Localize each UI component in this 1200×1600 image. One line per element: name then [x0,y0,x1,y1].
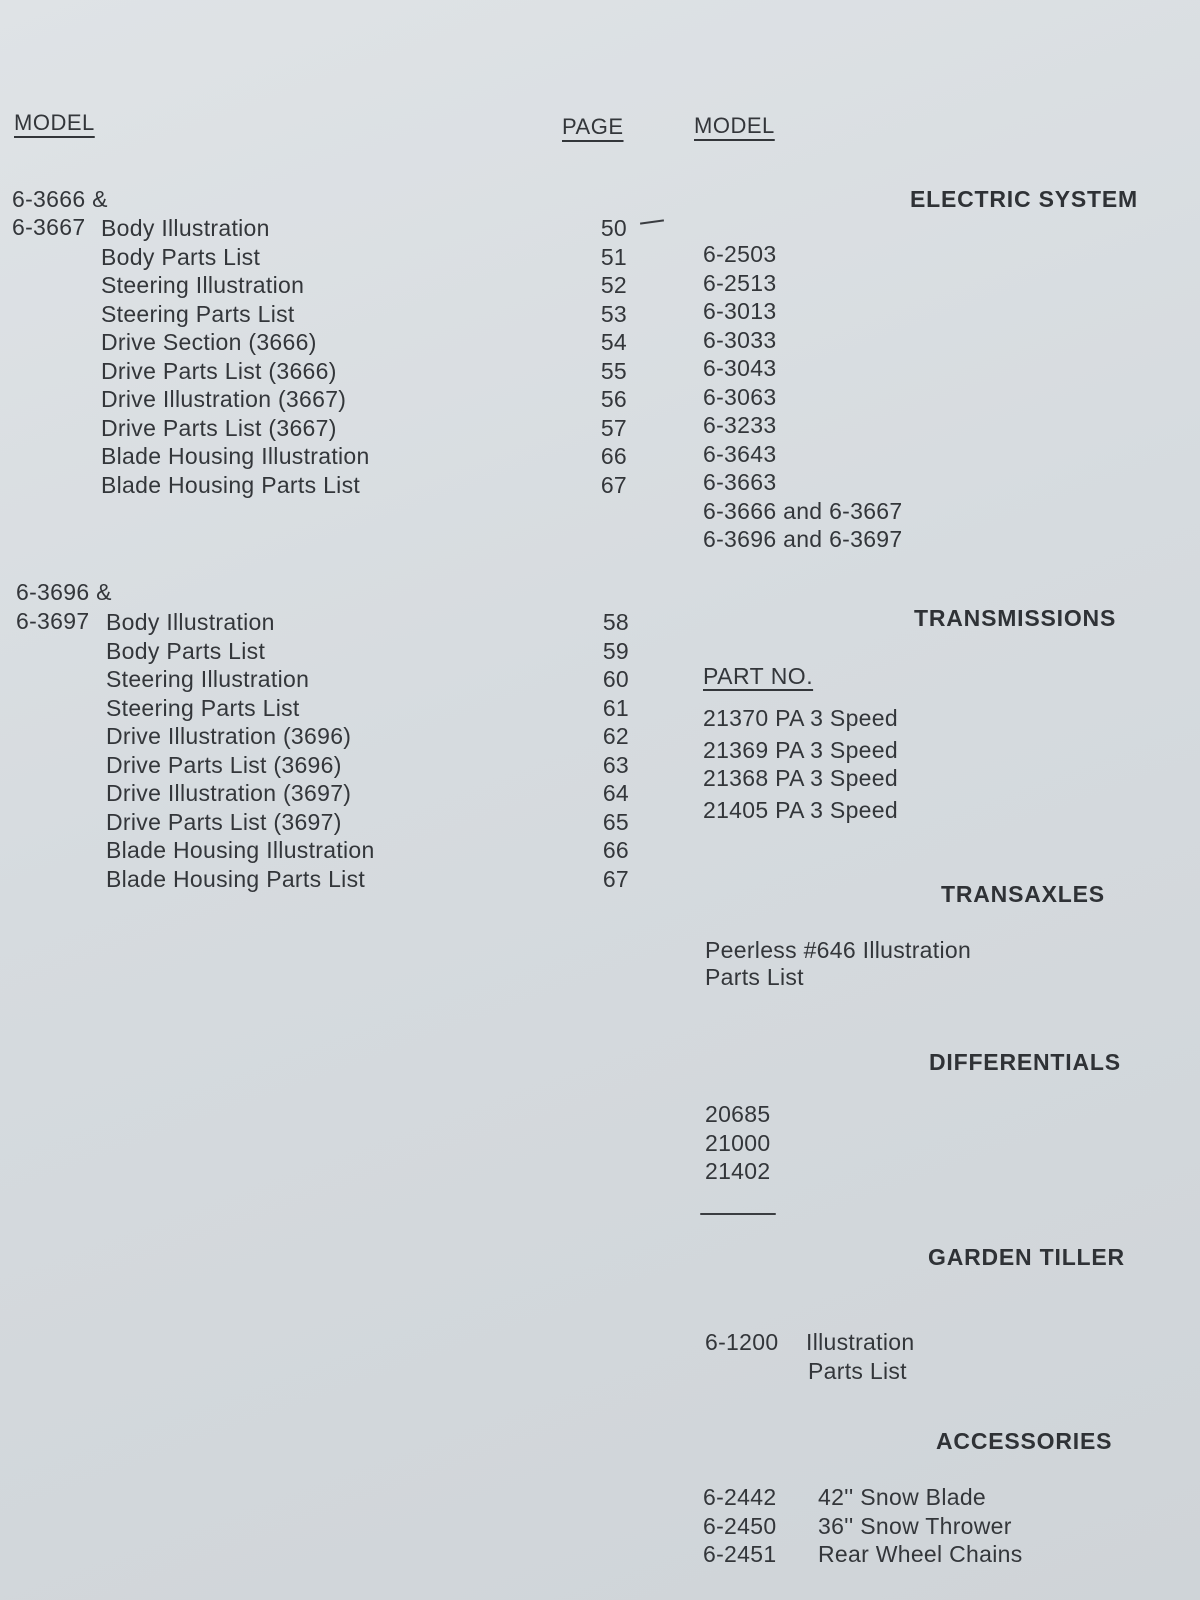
list-item: 6-2442 [703,1484,777,1510]
page-number: 66 [600,443,627,469]
list-item: Blade Housing Parts List [106,865,366,892]
list-item: 21368 PA 3 Speed [703,765,898,791]
list-item: 6-3643 [703,440,777,467]
page-number: 58 [602,609,629,635]
list-item: Drive Parts List (3697) [106,808,342,835]
page-number: 66 [602,837,629,863]
page-number: 65 [602,808,629,835]
page-number: 67 [602,865,629,892]
list-item: Body Parts List [101,243,261,270]
list-item: Steering Parts List [106,694,300,721]
list-item: 6-3663 [703,469,777,495]
list-item: Drive Section (3666) [101,329,317,355]
list-item: 42'' Snow Blade [818,1484,987,1510]
list-item: 36'' Snow Thrower [818,1512,1012,1539]
garden-tiller-model: 6-1200 [705,1329,779,1355]
transaxles-title: TRANSAXLES [941,881,1105,907]
page-number: 52 [600,272,627,298]
group1-items [101,215,370,500]
list-item: 21370 PA 3 Speed [703,705,898,731]
group1-model-b: 6-3667 [12,214,86,240]
page-number: 61 [602,694,629,721]
list-item: 6-3013 [703,298,777,324]
list-item: 20685 [705,1101,771,1127]
group2-pages [585,609,629,894]
accessories-models [703,1484,776,1570]
list-item: 6-2451 [703,1541,777,1567]
page-number: 67 [600,471,627,498]
list-item: 6-2450 [703,1512,777,1539]
group2-model-b: 6-3697 [16,608,90,634]
page-number: 57 [600,414,627,441]
list-item: Steering Illustration [101,272,305,298]
list-item: Drive Parts List (3666) [101,357,337,384]
page-number: 55 [600,357,627,384]
list-item: 6-3666 and 6-3667 [703,497,903,524]
list-item: 6-3043 [703,355,777,381]
list-item: Blade Housing Illustration [106,837,375,863]
page-number: 50 [600,215,627,241]
list-item: Body Illustration [101,215,270,241]
electric-system-models [703,241,903,555]
list-item: 21369 PA 3 Speed [703,737,898,763]
group2-items [106,609,375,894]
left-model-header: MODEL [14,110,95,135]
garden-tiller-title: GARDEN TILLER [928,1244,1125,1270]
list-item: 21405 PA 3 Speed [703,797,898,823]
page-number: 63 [602,751,629,778]
list-item: Drive Illustration (3696) [106,723,352,749]
list-item: Rear Wheel Chains [818,1541,1023,1567]
list-item: Blade Housing Illustration [101,443,370,469]
group1-model-a: 6-3666 & [12,186,108,212]
page-number: 64 [602,780,629,806]
list-item: Body Illustration [106,609,275,635]
list-item: Steering Illustration [106,666,310,692]
electric-system-title: ELECTRIC SYSTEM [910,186,1138,212]
garden-tiller-line-1: Illustration [806,1329,915,1355]
accessories-title: ACCESSORIES [936,1428,1113,1454]
group1-pages [583,215,627,500]
pen-underline [700,1213,776,1215]
group2-model-a: 6-3696 & [16,579,112,605]
transaxles-line-1: Peerless #646 Illustration [705,937,972,963]
transaxles-line-2: Parts List [705,964,804,990]
list-item: 6-3033 [703,326,777,353]
pen-mark [640,219,664,224]
list-item: Drive Parts List (3667) [101,414,337,441]
page-number: 62 [602,723,629,749]
list-item: Steering Parts List [101,300,295,327]
page-number: 59 [602,637,629,664]
transmissions-title: TRANSMISSIONS [914,605,1117,631]
right-model-header: MODEL [694,113,775,138]
list-item: Blade Housing Parts List [101,471,361,498]
page-number: 53 [600,300,627,327]
list-item: 6-3063 [703,383,777,410]
differentials-items [705,1101,770,1187]
list-item: Drive Illustration (3697) [106,780,352,806]
accessories-descriptions [818,1484,1023,1570]
garden-tiller-line-2: Parts List [808,1358,907,1384]
list-item: 21000 [705,1129,771,1156]
part-no-label: PART NO. [703,663,814,689]
page-number: 56 [600,386,627,412]
list-item: Body Parts List [106,637,266,664]
list-item: 6-2503 [703,241,777,267]
page-number: 51 [600,243,627,270]
page-number: 54 [600,329,627,355]
list-item: 6-2513 [703,269,777,296]
list-item: Drive Parts List (3696) [106,751,342,778]
list-item: 6-3233 [703,412,777,438]
list-item: Drive Illustration (3667) [101,386,347,412]
list-item: 21402 [705,1158,771,1184]
list-item: 6-3696 and 6-3697 [703,526,903,552]
page-number: 60 [602,666,629,692]
page-header: PAGE [562,114,624,139]
differentials-title: DIFFERENTIALS [929,1049,1121,1075]
